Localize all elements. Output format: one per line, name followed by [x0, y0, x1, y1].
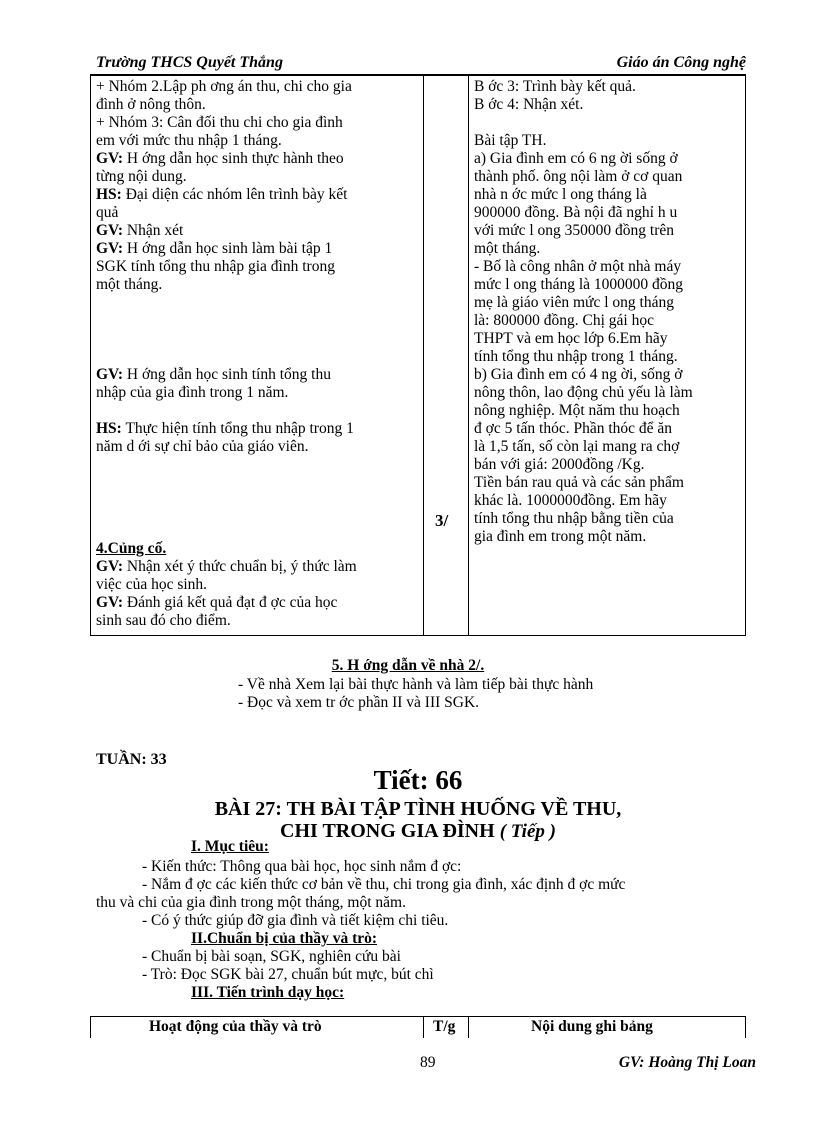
text-line: + Nhóm 2.Lập ph ơng án thu, chi cho gia — [96, 78, 352, 95]
week-label: TUẦN: 33 — [96, 751, 167, 768]
text-line: sinh sau đó cho điểm. — [96, 612, 231, 629]
text-line: khác là. 1000000đồng. Em hãy — [474, 492, 667, 509]
school-name: Trường THCS Quyết Thắng — [96, 54, 283, 71]
text-line: một tháng. — [474, 240, 541, 257]
line-text: Đánh giá kết quả đạt đ ợc của học — [123, 594, 338, 611]
line-text: Nhận xét ý thức chuẩn bị, ý thức làm — [123, 558, 357, 575]
header-board-content: Nội dung ghi bảng — [531, 1018, 653, 1035]
lesson-title-line1: BÀI 27: TH BÀI TẬP TÌNH HUỐNG VỀ THU, — [214, 798, 622, 820]
role-label: GV: — [96, 150, 123, 167]
text-line: một tháng. — [96, 276, 163, 293]
text-line: đình ở nông thôn. — [96, 96, 206, 113]
text-line: nhập của gia đình trong 1 năm. — [96, 384, 289, 401]
text-line: thành phố. ông nội làm ở cơ quan — [474, 168, 683, 185]
text-line: quả — [96, 204, 119, 221]
objective-item: - Nắm đ ợc các kiến thức cơ bản về thu, chi trong gia đình, xác định đ ợc mức — [142, 876, 626, 893]
line-text: H ớng dẫn học sinh làm bài tập 1 — [123, 240, 333, 257]
text-line: năm d ới sự chỉ bảo của giáo viên. — [96, 438, 309, 455]
labeled-line — [96, 222, 421, 240]
homework-item: - Đọc và xem tr ớc phần II và III SGK. — [238, 694, 480, 711]
activity-table — [90, 75, 746, 636]
line-text: Đại diện các nhóm lên trình bày kết — [121, 186, 348, 203]
text-line: bán với giá: 2000đồng /Kg. — [474, 456, 645, 473]
time-value: 3/ — [435, 511, 449, 530]
objective-item: - Kiến thức: Thông qua bài học, học sinh nắm đ ợc: — [142, 858, 462, 875]
text-line: + Nhóm 3: Cân đối thu chi cho gia đình — [96, 114, 343, 131]
header-time: T/g — [433, 1018, 456, 1035]
line-text: H ớng dẫn học sinh thực hành theo — [123, 150, 344, 167]
role-label: HS: — [96, 186, 122, 203]
labeled-line — [96, 150, 421, 168]
page-number: 89 — [420, 1054, 436, 1071]
labeled-line — [96, 186, 421, 204]
text-line: nông thôn, lao động chủ yếu là làm — [474, 384, 693, 401]
text-line: là 1,5 tấn, số còn lại mang ra chợ — [474, 438, 680, 455]
header-activities: Hoạt động của thầy và trò — [149, 1018, 322, 1035]
role-label: GV: — [96, 240, 123, 257]
text-line: gia đình em trong một năm. — [474, 528, 647, 545]
text-line: việc của học sinh. — [96, 576, 208, 593]
column-divider — [468, 76, 469, 635]
line-text: Nhận xét — [123, 222, 184, 239]
board-content — [474, 78, 742, 546]
text-line: Bài tập TH. — [474, 132, 547, 149]
text-line: a) Gia đình em có 6 ng ời sống ở — [474, 150, 678, 167]
column-divider — [423, 76, 424, 635]
text-line: b) Gia đình em có 4 ng ời, sống ở — [474, 366, 683, 383]
labeled-line — [96, 366, 421, 384]
text-line: B ớc 4: Nhận xét. — [474, 96, 584, 113]
labeled-line — [96, 594, 421, 612]
column-divider — [423, 1017, 424, 1038]
line-text: H ớng dẫn học sinh tính tổng thu — [123, 366, 331, 383]
text-line: em với mức thu nhập 1 tháng. — [96, 132, 282, 149]
subject-name: Giáo án Công nghệ — [616, 54, 746, 71]
text-line: tính tổng thu nhập bằng tiền của — [474, 510, 674, 527]
text-line: nhà n ớc mức l ong tháng là — [474, 186, 647, 203]
text-line: mức l ong tháng là 1000000 đồng — [474, 276, 684, 293]
text-line: là: 800000 đồng. Chị gái học — [474, 312, 654, 329]
period-title: Tiết: 66 — [373, 765, 463, 795]
text-line: với mức l ong 350000 đồng trên — [474, 222, 674, 239]
role-label: HS: — [96, 420, 122, 437]
column-divider — [468, 1017, 469, 1038]
process-table-header — [90, 1016, 746, 1038]
objective-item: thu và chi của gia đình trong một tháng, một năm. — [96, 894, 406, 911]
text-line: mẹ là giáo viên mức l ong tháng — [474, 294, 674, 311]
role-label: GV: — [96, 594, 123, 611]
text-line: SGK tính tổng thu nhập gia đình trong — [96, 258, 335, 275]
objectives-heading: I. Mục tiêu: — [191, 838, 269, 855]
text-line: 900000 đồng. Bà nội đã nghỉ h u — [474, 204, 678, 221]
text-line: - Bố là công nhân ở một nhà máy — [474, 258, 682, 275]
text-line: đ ợc 5 tấn thóc. Phần thóc để ăn — [474, 420, 673, 437]
process-heading: III. Tiến trình dạy học: — [191, 984, 345, 1001]
line-text: Thực hiện tính tổng thu nhập trong 1 — [121, 420, 354, 437]
text-line: từng nội dung. — [96, 168, 187, 185]
lesson-title-line2 — [0, 820, 816, 843]
text-line — [474, 114, 742, 132]
preparation-item: - Trò: Đọc SGK bài 27, chuẩn bút mực, bút chì — [142, 966, 434, 983]
role-label: GV: — [96, 222, 123, 239]
text-line: B ớc 3: Trình bày kết quả. — [474, 78, 636, 95]
lesson-title-suffix: ( Tiếp ) — [499, 821, 556, 842]
text-line: THPT và em học lớp 6.Em hãy — [474, 330, 668, 347]
labeled-line — [96, 558, 421, 576]
teacher-student-activities — [96, 78, 421, 630]
preparation-heading: II.Chuẩn bị của thầy và trò: — [191, 930, 378, 947]
text-line: tính tổng thu nhập trong 1 tháng. — [474, 348, 678, 365]
role-label: GV: — [96, 366, 123, 383]
teacher-name: GV: Hoàng Thị Loan — [618, 1054, 756, 1071]
labeled-line — [96, 420, 421, 438]
homework-item: - Về nhà Xem lại bài thực hành và làm tiếp bài thực hành — [238, 676, 594, 693]
role-label: GV: — [96, 558, 123, 575]
lesson-title — [0, 798, 816, 843]
objective-item: - Có ý thức giúp đỡ gia đình và tiết kiệm chi tiêu. — [142, 912, 449, 929]
homework-heading: 5. H ớng dẫn về nhà 2/. — [331, 657, 485, 674]
lesson-title-line2-text: CHI TRONG GIA ĐÌNH — [280, 820, 495, 842]
text-line: nông nghiệp. Một năm thu hoạch — [474, 402, 680, 419]
consolidation-heading: 4.Củng cố. — [96, 540, 167, 557]
labeled-line — [96, 240, 421, 258]
preparation-item: - Chuẩn bị bài soạn, SGK, nghiên cứu bài — [142, 948, 401, 965]
text-line: Tiền bán rau quả và các sản phẩm — [474, 474, 684, 491]
